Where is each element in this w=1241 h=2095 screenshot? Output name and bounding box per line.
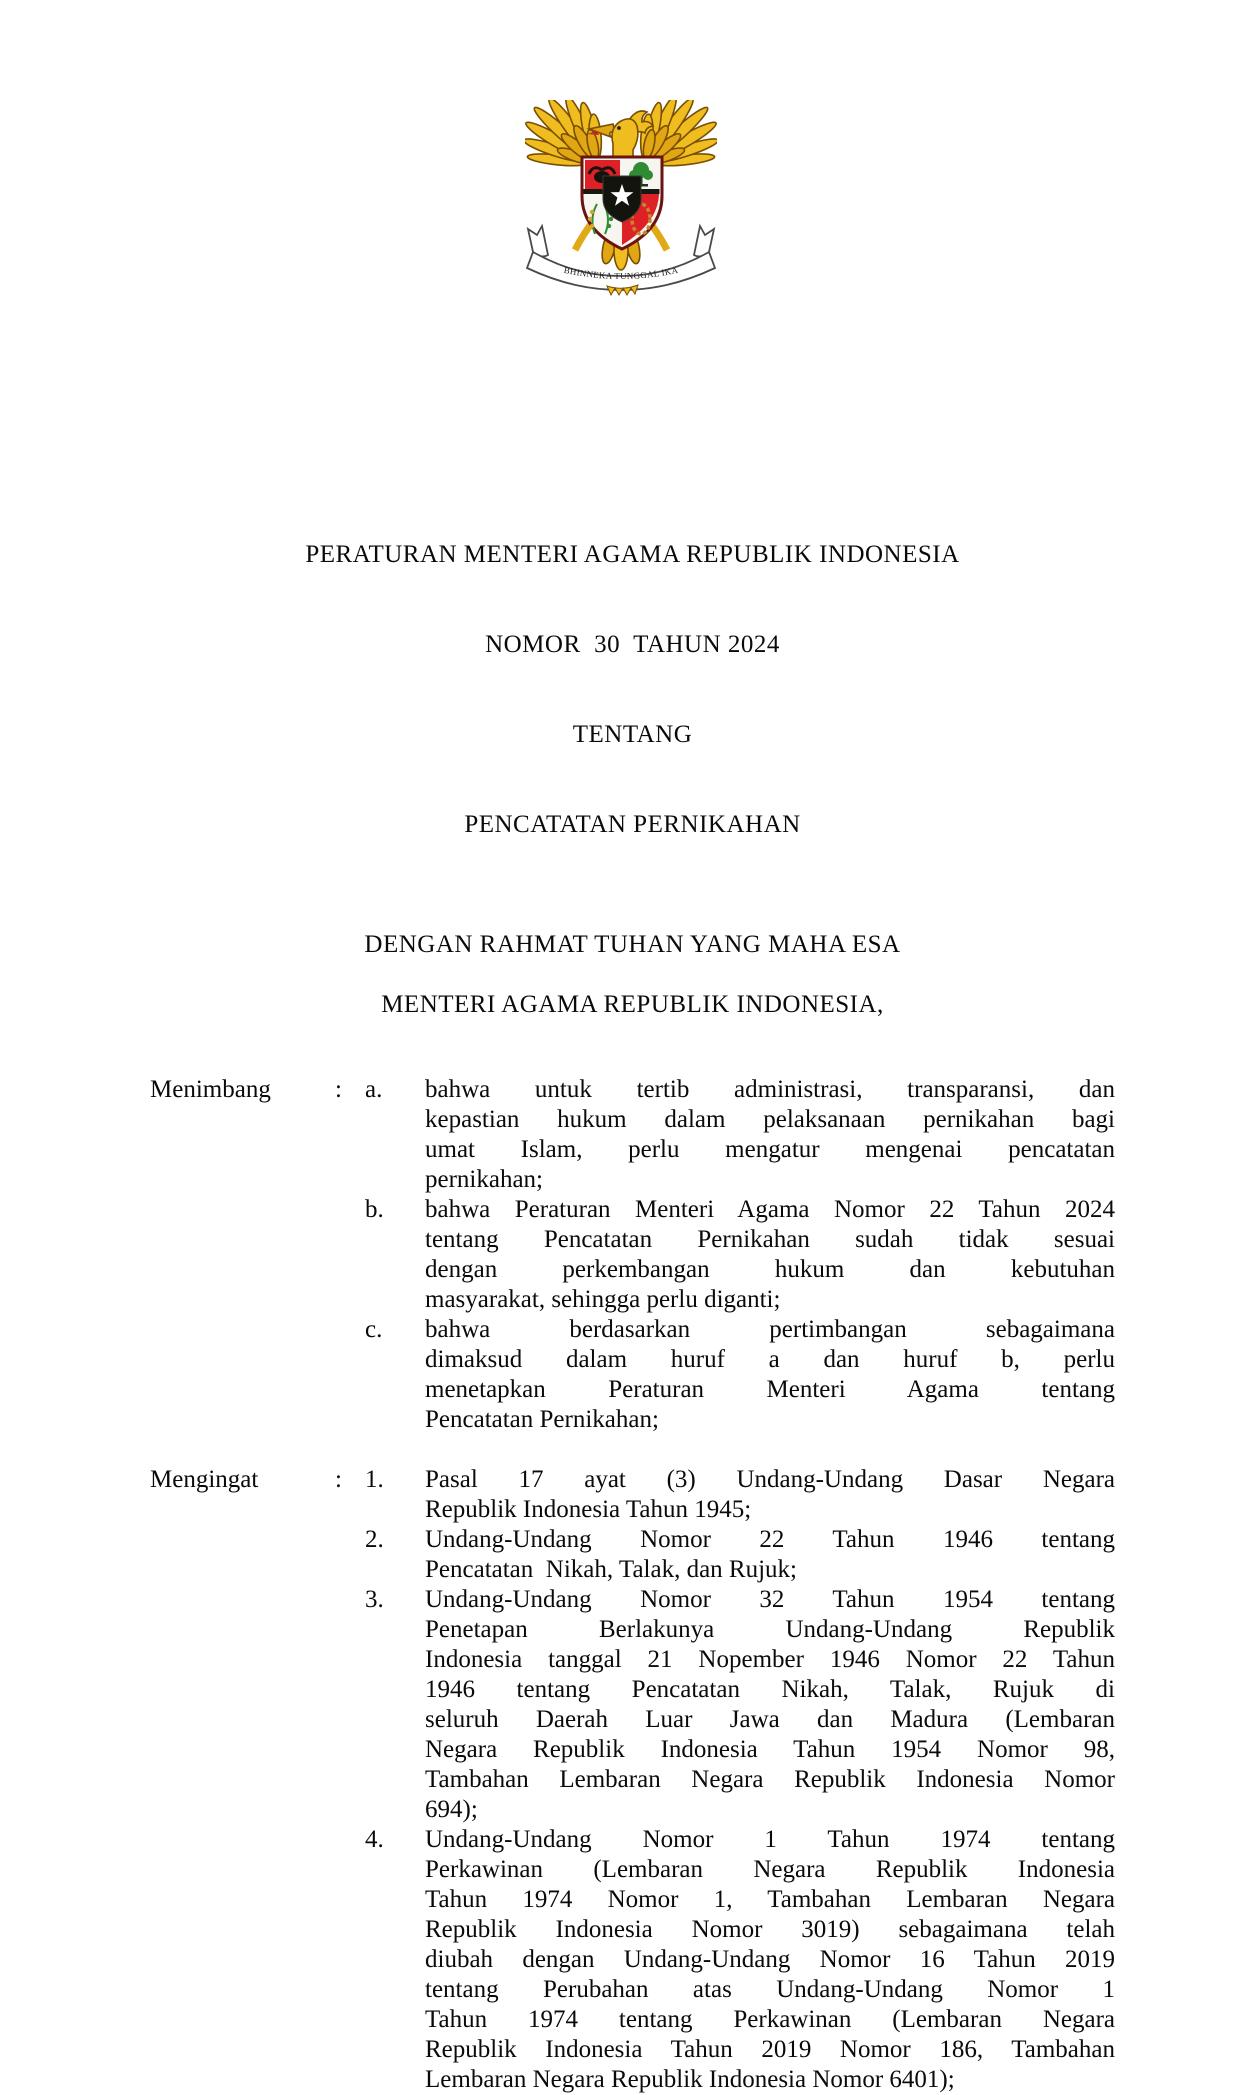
list-item — [365, 1825, 1115, 2095]
list-item — [365, 1525, 1115, 1585]
item-marker: b. — [365, 1196, 384, 1223]
list-item — [365, 1315, 1115, 1435]
text-line: Undang-Undang Nomor 22 Tahun 1946 tentang — [425, 1526, 1115, 1553]
list-item — [365, 1075, 1115, 1195]
section-items — [365, 1465, 1115, 2095]
text-line: kepastian hukum dalam pelaksanaan pernikahan bagi — [425, 1106, 1115, 1133]
document-page — [0, 100, 1241, 2093]
text-line: dengan perkembangan hukum dan kebutuhan — [425, 1256, 1115, 1283]
text-line: bahwa untuk tertib administrasi, transparansi, dan — [425, 1076, 1115, 1103]
text-line: bahwa Peraturan Menteri Agama Nomor 22 Tahun 2024 — [425, 1196, 1115, 1223]
list-item — [365, 1195, 1115, 1315]
doc-title-line-1: PERATURAN MENTERI AGAMA REPUBLIK INDONESIA — [305, 541, 960, 568]
text-line: Pencatatan Pernikahan; — [425, 1406, 659, 1433]
item-text — [425, 1585, 1115, 1825]
text-line: Pasal 17 ayat (3) Undang-Undang Dasar Negara — [425, 1466, 1115, 1493]
item-marker: 2. — [365, 1526, 384, 1553]
text-line: pernikahan; — [425, 1166, 544, 1193]
document-body — [150, 480, 1115, 2095]
item-marker: 1. — [365, 1466, 384, 1493]
section-mengingat — [150, 1465, 1115, 2095]
doc-title-line-4: PENCATATAN PERNIKAHAN — [464, 811, 801, 838]
text-line: tentang Pencatatan Pernikahan sudah tidak sesuai — [425, 1226, 1115, 1253]
item-text — [425, 1075, 1115, 1195]
text-line: Republik Indonesia Tahun 2019 Nomor 186, Tambahan — [425, 2036, 1115, 2063]
text-line: Negara Republik Indonesia Tahun 1954 Nomor 98, — [425, 1736, 1115, 1763]
text-line: Indonesia tanggal 21 Nopember 1946 Nomor 22 Tahun — [425, 1646, 1115, 1673]
section-separator: : — [335, 1466, 342, 1493]
text-line: umat Islam, perlu mengatur mengenai pencatatan — [425, 1136, 1115, 1163]
item-text — [425, 1465, 1115, 1525]
item-marker: a. — [365, 1076, 383, 1103]
text-line: seluruh Daerah Luar Jawa dan Madura (Lembaran — [425, 1706, 1115, 1733]
doc-title-line-3: TENTANG — [572, 721, 693, 748]
item-text — [425, 1315, 1115, 1435]
text-line: Republik Indonesia Tahun 1945; — [425, 1496, 752, 1523]
motto-text: BHINNEKA TUNGGAL IKA — [562, 264, 679, 282]
item-text — [425, 1525, 1115, 1585]
authority-line: MENTERI AGAMA REPUBLIK INDONESIA, — [381, 991, 884, 1018]
invocation-line: DENGAN RAHMAT TUHAN YANG MAHA ESA — [364, 931, 901, 958]
text-line: 1946 tentang Pencatatan Nikah, Talak, Rujuk di — [425, 1676, 1115, 1703]
garuda-pancasila-emblem — [525, 100, 717, 296]
text-line: masyarakat, sehingga perlu diganti; — [425, 1286, 781, 1313]
text-line: 694); — [425, 1796, 478, 1823]
text-line: Lembaran Negara Republik Indonesia Nomor 6401); — [425, 2066, 955, 2093]
item-marker: 3. — [365, 1586, 384, 1613]
section-items — [365, 1075, 1115, 1435]
item-text — [425, 1195, 1115, 1315]
title-block — [150, 480, 1115, 900]
text-line: Republik Indonesia Nomor 3019) sebagaimana telah — [425, 1916, 1115, 1943]
text-line: bahwa berdasarkan pertimbangan sebagaimana — [425, 1316, 1115, 1343]
item-marker: c. — [365, 1316, 383, 1343]
list-item — [365, 1465, 1115, 1525]
doc-title-line-2: NOMOR 30 TAHUN 2024 — [485, 631, 780, 658]
text-line: menetapkan Peraturan Menteri Agama tentang — [425, 1376, 1115, 1403]
text-line: Undang-Undang Nomor 32 Tahun 1954 tentang — [425, 1586, 1115, 1613]
section-separator: : — [335, 1076, 342, 1103]
item-text — [425, 1825, 1115, 2095]
text-line: Perkawinan (Lembaran Negara Republik Indonesia — [425, 1856, 1115, 1883]
text-line: Penetapan Berlakunya Undang-Undang Republik — [425, 1616, 1115, 1643]
text-line: dimaksud dalam huruf a dan huruf b, perlu — [425, 1346, 1115, 1373]
text-line: Tahun 1974 Nomor 1, Tambahan Lembaran Negara — [425, 1886, 1115, 1913]
text-line: diubah dengan Undang-Undang Nomor 16 Tahun 2019 — [425, 1946, 1115, 1973]
list-item — [365, 1585, 1115, 1825]
section-label-mengingat: Mengingat — [150, 1466, 259, 1493]
item-marker: 4. — [365, 1826, 384, 1853]
sections — [150, 1075, 1115, 2095]
text-line: Pencatatan Nikah, Talak, dan Rujuk; — [425, 1556, 797, 1583]
text-line: tentang Perubahan atas Undang-Undang Nomor 1 — [425, 1976, 1115, 2003]
section-label-menimbang: Menimbang — [150, 1076, 271, 1103]
garuda-pancasila-icon — [525, 100, 717, 296]
text-line: Undang-Undang Nomor 1 Tahun 1974 tentang — [425, 1826, 1115, 1853]
text-line: Tambahan Lembaran Negara Republik Indonesia Nomor — [425, 1766, 1115, 1793]
text-line: Tahun 1974 tentang Perkawinan (Lembaran Negara — [425, 2006, 1115, 2033]
section-menimbang — [150, 1075, 1115, 1435]
pancasila-shield — [582, 157, 662, 249]
